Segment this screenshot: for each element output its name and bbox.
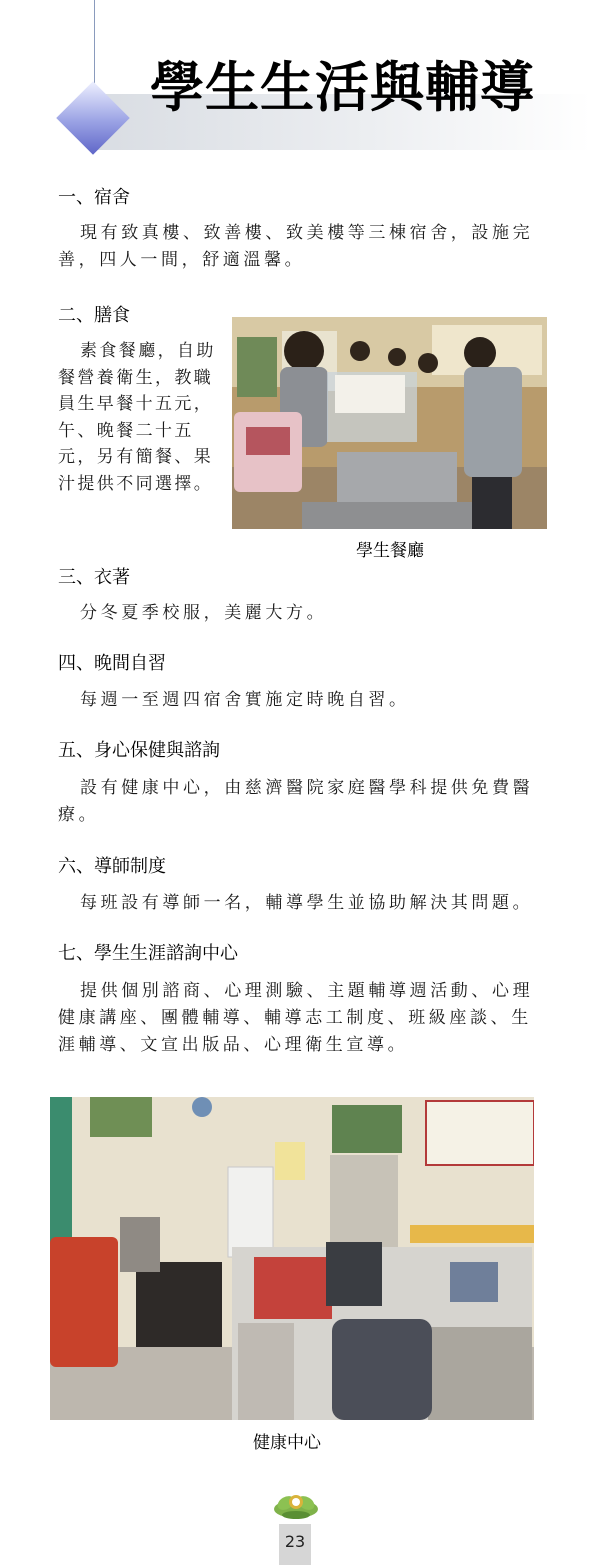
- section-heading-career-center: 七、學生生涯諮詢中心: [58, 943, 238, 964]
- section-heading-dormitory: 一、宿舍: [58, 187, 130, 208]
- section-text-career-center: 提供個別諮商、心理測驗、主題輔導週活動、心理健康講座、團體輔導、輔導志工制度、班級座談、生涯輔導、文宣出版品、心理衛生宣導。: [58, 981, 534, 1055]
- section-heading-meals: 二、膳食: [58, 305, 130, 326]
- section-heading-mentor-system: 六、導師制度: [58, 856, 166, 877]
- page-number: 23: [284, 1532, 306, 1551]
- header-vertical-line: [94, 0, 95, 88]
- health-center-photo: [50, 1097, 534, 1420]
- section-text-dormitory: 現有致真樓、致善樓、致美樓等三棟宿舍，設施完善，四人一間，舒適溫馨。: [58, 223, 534, 270]
- school-logo-icon: [272, 1491, 320, 1521]
- section-heading-health-counseling: 五、身心保健與諮詢: [58, 740, 220, 761]
- section-text-mentor-system: 每班設有導師一名，輔導學生並協助解決其問題。: [80, 893, 534, 913]
- section-heading-uniform: 三、衣著: [58, 567, 130, 588]
- section-text-health-counseling: 設有健康中心，由慈濟醫院家庭醫學科提供免費醫療。: [58, 778, 534, 825]
- section-heading-evening-study: 四、晚間自習: [58, 653, 166, 674]
- health-center-caption: 健康中心: [253, 1433, 321, 1453]
- section-text-evening-study: 每週一至週四宿舍實施定時晚自習。: [80, 690, 410, 710]
- section-text-meals: 素食餐廳，自助餐營養衛生，教職員生早餐十五元，午、晚餐二十五元，另有簡餐、果汁提供不同選擇。: [58, 341, 216, 494]
- dining-hall-caption: 學生餐廳: [356, 541, 424, 561]
- section-text-uniform: 分冬夏季校服，美麗大方。: [80, 603, 328, 623]
- page-title: 學生生活與輔導: [150, 55, 535, 119]
- dining-hall-photo: [232, 317, 547, 529]
